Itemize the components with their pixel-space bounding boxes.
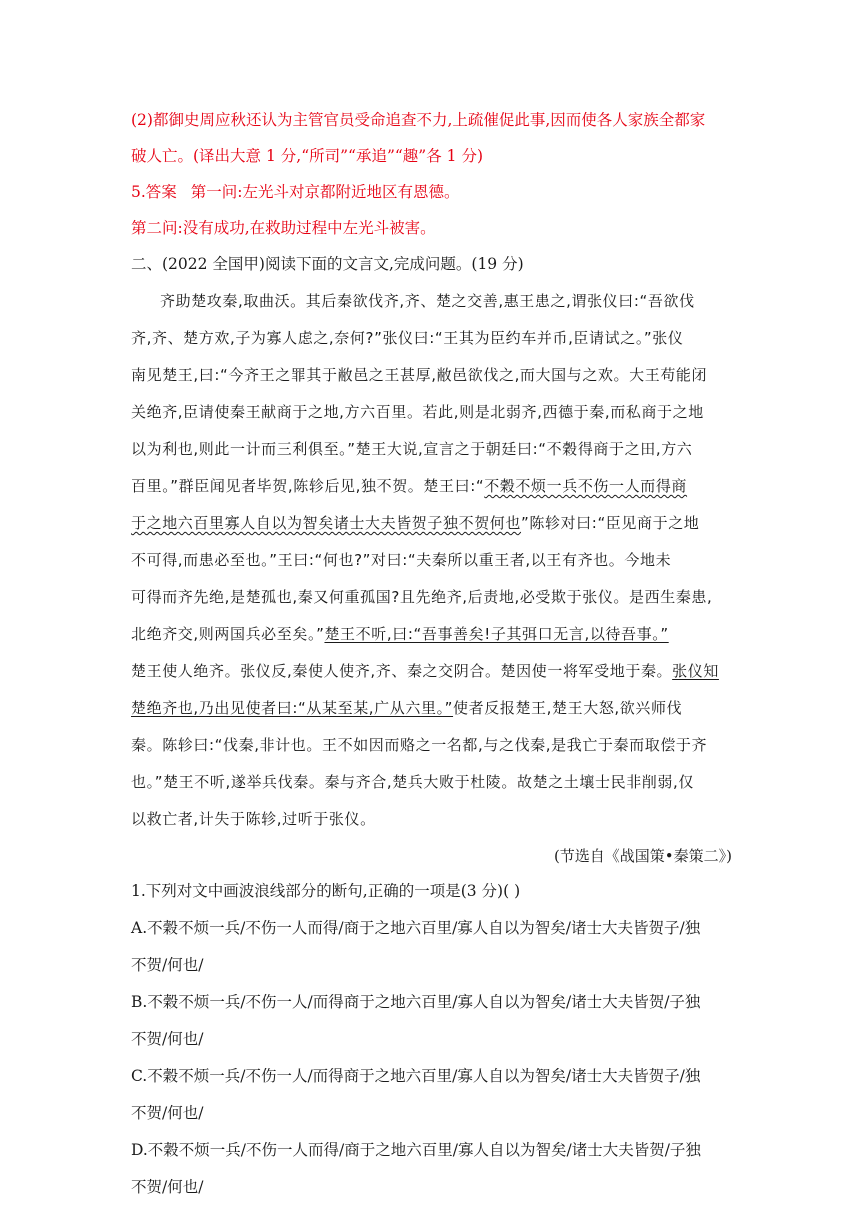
answer-2-line-2: 破人亡。(译出大意 1 分,“所司”“承追”“趣”各 1 分) xyxy=(131,147,483,165)
answer-5-label: 5.答案 xyxy=(131,183,177,201)
passage-source: (节选自《战国策•秦策二》) xyxy=(553,847,732,865)
passage-line xyxy=(131,624,669,644)
option-d: D.不穀不烦一兵/不伤一人而得/商于之地六百里/寡人自以为智矣/诸士大夫皆贺/子独 xyxy=(131,1141,701,1159)
answer-5 xyxy=(131,182,460,202)
question-stem: 1.下列对文中画波浪线部分的断句,正确的一项是(3 分)( ) xyxy=(131,882,521,900)
passage-line: 以救亡者,计失于陈轸,过听于张仪。 xyxy=(131,810,376,828)
option-a-cont: 不贺/何也/ xyxy=(131,956,204,974)
section-heading: 二、(2022 全国甲)阅读下面的文言文,完成问题。(19 分) xyxy=(131,255,524,273)
passage-line: 南见楚王,曰:“今齐王之罪其于敝邑之王甚厚,敝邑欲伐之,而大国与之欢。大王苟能闭 xyxy=(131,366,708,384)
option-b-cont: 不贺/何也/ xyxy=(131,1030,204,1048)
passage-line xyxy=(131,476,687,496)
passage-text: 楚王使人绝齐。张仪反,秦使人使齐,齐、秦之交阴合。楚因使一将军受地于秦。 xyxy=(131,662,673,680)
answer-5-line-2: 第二问:没有成功,在救助过程中左光斗被害。 xyxy=(131,219,436,237)
passage-line xyxy=(131,661,719,681)
passage-line: 以为利也,则此一计而三利俱至。”楚王大说,宣言之于朝廷曰:“不穀得商于之田,方六 xyxy=(131,440,693,458)
option-c: C.不穀不烦一兵/不伤一人/而得商于之地六百里/寡人自以为智矣/诸士大夫皆贺子/独 xyxy=(131,1067,701,1085)
passage-text: 北绝齐交,则两国兵必至矣。” xyxy=(131,625,325,643)
passage-line: 齐助楚攻秦,取曲沃。其后秦欲伐齐,齐、楚之交善,惠王患之,谓张仪曰:“吾欲伐 xyxy=(160,292,695,310)
answer-5-text: 第一问:左光斗对京都附近地区有恩德。 xyxy=(190,183,460,201)
option-b: B.不穀不烦一兵/不伤一人/而得商于之地六百里/寡人自以为智矣/诸士大夫皆贺/子独 xyxy=(131,993,701,1011)
underlined-sentence: 张仪知 xyxy=(672,662,719,680)
underlined-sentence: 楚王不听,曰:“吾事善矣!子其弭口无言,以待吾事。” xyxy=(324,625,669,643)
passage-line: 也。”楚王不听,遂举兵伐秦。秦与齐合,楚兵大败于杜陵。故楚之土壤士民非削弱,仅 xyxy=(131,773,694,791)
passage-line: 可得而齐先绝,是楚孤也,秦又何重孤国?且先绝齐,后责地,必受欺于张仪。是西生秦患, xyxy=(131,588,713,606)
passage-line: 不可得,而患必至也。”王曰:“何也?”对曰:“夫秦所以重王者,以王有齐也。今地未 xyxy=(131,551,672,569)
passage-line: 关绝齐,臣请使秦王献商于之地,方六百里。若此,则是北弱齐,西德于秦,而私商于之地 xyxy=(131,403,704,421)
wavy-underlined-text: 不穀不烦一兵不伤一人而得商 xyxy=(484,477,688,495)
underlined-sentence: 楚绝齐也,乃出见使者曰:“从某至某,广从六里。” xyxy=(131,699,454,717)
option-a: A.不穀不烦一兵/不伤一人而得/商于之地六百里/寡人自以为智矣/诸士大夫皆贺子/独 xyxy=(131,919,701,937)
passage-line: 秦。陈轸曰:“伐秦,非计也。王不如因而赂之一名都,与之伐秦,是我亡于秦而取偿于齐 xyxy=(131,736,708,754)
passage-line xyxy=(131,513,699,533)
passage-text: ”陈轸对曰:“臣见商于之地 xyxy=(521,514,700,532)
passage-line xyxy=(131,698,682,718)
option-d-cont: 不贺/何也/ xyxy=(131,1178,204,1196)
answer-2-line-1: (2)都御史周应秋还认为主管官员受命追查不力,上疏催促此事,因而使各人家族全都家 xyxy=(131,111,706,129)
passage-text: 百里。”群臣闻见者毕贺,陈轸后见,独不贺。楚王曰:“ xyxy=(131,477,485,495)
option-c-cont: 不贺/何也/ xyxy=(131,1104,204,1122)
wavy-underlined-text: 于之地六百里寡人自以为智矣诸士大夫皆贺子独不贺何也 xyxy=(131,514,522,532)
passage-text: 使者反报楚王,楚王大怒,欲兴师伐 xyxy=(453,699,683,717)
passage-line: 齐,齐、楚方欢,子为寡人虑之,奈何?”张仪曰:“王其为臣约车并币,臣请试之。”张仪 xyxy=(131,329,684,347)
